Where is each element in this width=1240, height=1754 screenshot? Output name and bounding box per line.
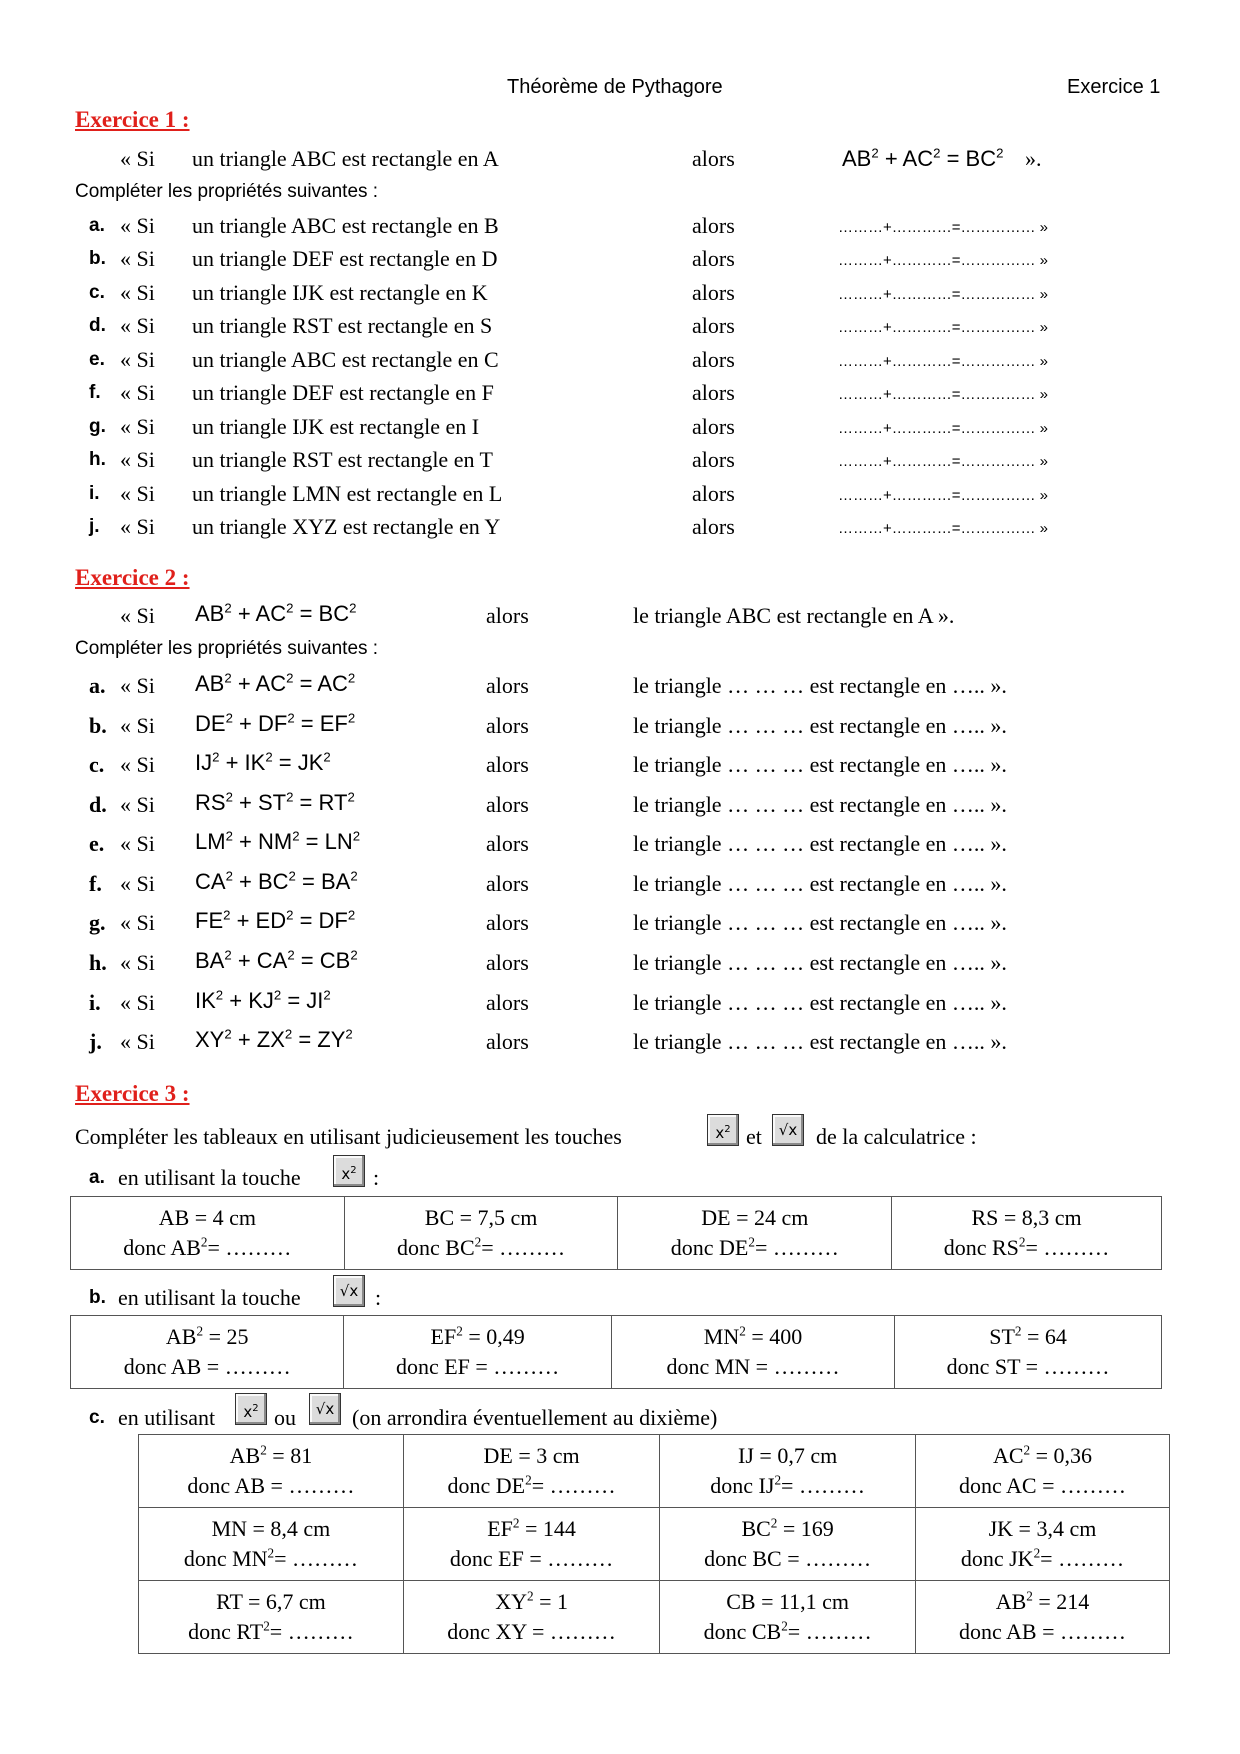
exercise-1-title: Exercice 1 : bbox=[75, 107, 190, 132]
exercise-2-title: Exercice 2 : bbox=[75, 565, 190, 590]
table-cell bbox=[344, 1316, 611, 1389]
formula-term: + BC bbox=[232, 869, 289, 894]
formula-term: FE bbox=[195, 908, 224, 933]
item-alors: alors bbox=[486, 950, 529, 975]
ex1-statement-close: ». bbox=[1025, 146, 1042, 171]
formula-term: + KJ bbox=[223, 988, 274, 1013]
formula-term: AB bbox=[195, 671, 225, 696]
ex3-c-table bbox=[138, 1434, 1170, 1654]
item-label: e. bbox=[89, 831, 105, 856]
cell-question: donc $BC^2=$ ……… bbox=[397, 1234, 566, 1260]
item-si: « Si bbox=[120, 514, 155, 539]
item-formula: $AB^2 + AC^2 = AC^2$ bbox=[195, 670, 356, 696]
item-label: b. bbox=[89, 713, 107, 738]
cell-given: BC = 7,5 cm bbox=[424, 1205, 538, 1230]
cell-question: donc $IJ^2=$ ……… bbox=[710, 1472, 865, 1498]
table-cell bbox=[895, 1316, 1162, 1389]
item-alors: alors bbox=[692, 313, 735, 338]
cell-given-term: ST bbox=[989, 1324, 1015, 1349]
cell-fill: = ……… bbox=[781, 1473, 865, 1498]
item-si: « Si bbox=[120, 347, 155, 372]
item-hypothesis: un triangle RST est rectangle en S bbox=[192, 313, 493, 338]
item-alors: alors bbox=[486, 831, 529, 856]
cell-ask: donc DE bbox=[447, 1473, 526, 1498]
item-alors: alors bbox=[692, 380, 735, 405]
item-label: e. bbox=[89, 349, 105, 370]
item-label: j. bbox=[89, 1029, 102, 1054]
item-alors: alors bbox=[486, 713, 529, 738]
cell-given-term: AB bbox=[165, 1324, 197, 1349]
item-hypothesis: un triangle ABC est rectangle en B bbox=[192, 213, 499, 238]
formula-term: = RT bbox=[293, 790, 348, 815]
item-alors: alors bbox=[692, 280, 735, 305]
table-cell bbox=[403, 1581, 659, 1654]
cell-question: donc EF = ……… bbox=[395, 1354, 560, 1379]
cell-given-term: EF bbox=[430, 1324, 457, 1349]
item-alors: alors bbox=[486, 1029, 529, 1054]
ex2-statement-conclusion: le triangle ABC est rectangle en A ». bbox=[633, 603, 955, 628]
item-si: « Si bbox=[120, 414, 155, 439]
ex2-statement-formula: $AB^2 + AC^2 = BC^2$ bbox=[195, 600, 357, 626]
cell-given: CB = 11,1 cm bbox=[726, 1589, 850, 1614]
cell-question: donc AB = ……… bbox=[958, 1619, 1126, 1644]
cell-ask: donc BC bbox=[397, 1235, 475, 1260]
item-formula: $RS^2 + ST^2 = RT^2$ bbox=[195, 789, 355, 815]
ex3-b-text: en utilisant la touche bbox=[118, 1285, 301, 1310]
cell-ask: donc MN bbox=[183, 1546, 268, 1571]
table-cell bbox=[139, 1435, 404, 1508]
cell-given-term: AC bbox=[992, 1443, 1024, 1468]
item-formula: $BA^2 + CA^2 = CB^2$ bbox=[195, 947, 358, 973]
item-answer-blank: ………+…………=…………… » bbox=[838, 219, 1049, 236]
formula-term: + NM bbox=[232, 829, 293, 854]
cell-question: donc MN = ……… bbox=[666, 1354, 840, 1379]
formula-term: = BA bbox=[295, 869, 351, 894]
cell-given-value: = 144 bbox=[519, 1516, 576, 1541]
cell-question: donc $RS^2=$ ……… bbox=[943, 1234, 1110, 1260]
item-si: « Si bbox=[120, 313, 155, 338]
table-cell bbox=[660, 1581, 916, 1654]
item-formula: $DE^2 + DF^2 = EF^2$ bbox=[195, 710, 356, 736]
formula-term: BA bbox=[195, 948, 225, 973]
ex1-statement-formula: $AB^2 + AC^2 = BC^2$ bbox=[842, 145, 1004, 171]
item-answer-blank: ………+…………=…………… » bbox=[838, 286, 1049, 303]
item-si: « Si bbox=[120, 910, 155, 935]
cell-question: donc XY = ……… bbox=[447, 1619, 616, 1644]
item-alors: alors bbox=[692, 213, 735, 238]
cell-given-value: = 214 bbox=[1032, 1589, 1090, 1614]
cell-given-term: BC bbox=[741, 1516, 771, 1541]
cell-given-value: = 400 bbox=[745, 1324, 803, 1349]
ex3-c-text: en utilisant bbox=[118, 1405, 216, 1430]
item-conclusion: le triangle … … … est rectangle en ….. ». bbox=[633, 1029, 1007, 1054]
item-answer-blank: ………+…………=…………… » bbox=[838, 386, 1049, 403]
cell-given-term: EF bbox=[487, 1516, 513, 1541]
cell-question: donc $JK^2=$ ……… bbox=[960, 1545, 1125, 1571]
ex3-intro-text-b: de la calculatrice : bbox=[816, 1124, 977, 1149]
item-conclusion: le triangle … … … est rectangle en ….. ». bbox=[633, 871, 1007, 896]
cell-fill: = ……… bbox=[274, 1546, 359, 1571]
item-hypothesis: un triangle DEF est rectangle en F bbox=[192, 380, 494, 405]
cell-question: donc AB = ……… bbox=[123, 1354, 291, 1379]
cell-given-term: AB bbox=[995, 1589, 1027, 1614]
cell-question: donc $MN^2=$ ……… bbox=[183, 1545, 359, 1571]
item-label: a. bbox=[89, 215, 105, 236]
formula-term: + AC bbox=[231, 671, 287, 696]
item-alors: alors bbox=[692, 246, 735, 271]
table-cell bbox=[71, 1197, 345, 1270]
exercise-3-title: Exercice 3 : bbox=[75, 1081, 190, 1106]
item-si: « Si bbox=[120, 213, 155, 238]
cell-question: donc $RT^2=$ ……… bbox=[188, 1618, 354, 1644]
ex1-statement-hypothesis: un triangle ABC est rectangle en A bbox=[192, 146, 499, 171]
item-label: a. bbox=[89, 673, 106, 698]
formula-term: + DF bbox=[232, 711, 288, 736]
item-label: f. bbox=[89, 871, 102, 896]
item-formula: $IK^2 + KJ^2 = JI^2$ bbox=[195, 987, 331, 1013]
item-si: « Si bbox=[120, 713, 155, 738]
item-hypothesis: un triangle IJK est rectangle en I bbox=[192, 414, 480, 439]
item-conclusion: le triangle … … … est rectangle en ….. ». bbox=[633, 752, 1007, 777]
item-label: b. bbox=[89, 248, 106, 269]
ex3-a-label: a. bbox=[89, 1167, 105, 1188]
item-label: h. bbox=[89, 449, 106, 470]
table-row bbox=[139, 1508, 1170, 1581]
cell-given: IJ = 0,7 cm bbox=[738, 1443, 838, 1468]
cell-given: $AB^2 = 214$ bbox=[995, 1588, 1090, 1614]
item-si: « Si bbox=[120, 280, 155, 305]
item-conclusion: le triangle … … … est rectangle en ….. ». bbox=[633, 713, 1007, 738]
cell-given-value: = 0,36 bbox=[1030, 1443, 1093, 1468]
formula-term: + CA bbox=[231, 948, 288, 973]
item-conclusion: le triangle … … … est rectangle en ….. ». bbox=[633, 792, 1007, 817]
table-cell bbox=[892, 1197, 1162, 1270]
cell-given-value: = 25 bbox=[203, 1324, 249, 1349]
ex3-a-table bbox=[70, 1196, 1162, 1270]
cell-given: DE = 24 cm bbox=[701, 1205, 809, 1230]
item-si: « Si bbox=[120, 752, 155, 777]
cell-question: donc $DE^2=$ ……… bbox=[670, 1234, 839, 1260]
ex3-c-ou: ou bbox=[274, 1405, 296, 1430]
cell-ask: donc RT bbox=[188, 1619, 264, 1644]
ex3-b-table bbox=[70, 1315, 1162, 1389]
cell-question: donc AC = ……… bbox=[958, 1473, 1126, 1498]
cell-given-value: = 0,49 bbox=[462, 1324, 525, 1349]
item-label: i. bbox=[89, 483, 100, 504]
item-hypothesis: un triangle LMN est rectangle en L bbox=[192, 481, 503, 506]
formula-term: LM bbox=[195, 829, 226, 854]
item-alors: alors bbox=[486, 673, 529, 698]
formula-term: = LN bbox=[299, 829, 353, 854]
table-cell bbox=[618, 1197, 892, 1270]
cell-given: RT = 6,7 cm bbox=[216, 1589, 326, 1614]
item-label: g. bbox=[89, 416, 106, 437]
item-si: « Si bbox=[120, 950, 155, 975]
item-alors: alors bbox=[486, 792, 529, 817]
formula-term: = DF bbox=[293, 908, 348, 933]
item-si: « Si bbox=[120, 481, 155, 506]
cell-fill: = ……… bbox=[531, 1473, 616, 1498]
item-hypothesis: un triangle RST est rectangle en T bbox=[192, 447, 493, 472]
cell-question: donc $DE^2=$ ……… bbox=[447, 1472, 616, 1498]
formula-term: = EF bbox=[294, 711, 348, 736]
ex3-b-label: b. bbox=[89, 1287, 106, 1308]
formula-term: = ZY bbox=[292, 1027, 346, 1052]
formula-term: + ST bbox=[232, 790, 287, 815]
ex3-b-colon: : bbox=[375, 1285, 382, 1310]
ex1-statement-alors: alors bbox=[692, 146, 735, 171]
cell-fill: = ……… bbox=[754, 1235, 839, 1260]
ex3-c-label: c. bbox=[89, 1407, 105, 1428]
formula-term: DE bbox=[195, 711, 226, 736]
cell-question: donc BC = ……… bbox=[704, 1546, 872, 1571]
item-formula: $FE^2 + ED^2 = DF^2$ bbox=[195, 907, 356, 933]
cell-given: JK = 3,4 cm bbox=[988, 1516, 1097, 1541]
item-formula: $XY^2 + ZX^2 = ZY^2$ bbox=[195, 1026, 353, 1052]
cell-given: $ST^2 = 64$ bbox=[989, 1323, 1067, 1349]
ex2-statement-si: « Si bbox=[120, 603, 155, 628]
item-si: « Si bbox=[120, 673, 155, 698]
item-answer-blank: ………+…………=…………… » bbox=[838, 520, 1049, 537]
cell-given-term: MN bbox=[703, 1324, 740, 1349]
item-alors: alors bbox=[486, 990, 529, 1015]
cell-ask: donc AB bbox=[123, 1235, 201, 1260]
formula-term: + IK bbox=[219, 750, 266, 775]
item-answer-blank: ………+…………=…………… » bbox=[838, 420, 1049, 437]
cell-ask: donc JK bbox=[960, 1546, 1034, 1571]
ex2-statement-alors: alors bbox=[486, 603, 529, 628]
cell-fill: = ……… bbox=[207, 1235, 292, 1260]
item-alors: alors bbox=[692, 514, 735, 539]
cell-ask: donc IJ bbox=[710, 1473, 775, 1498]
item-alors: alors bbox=[486, 871, 529, 896]
table-cell bbox=[403, 1508, 659, 1581]
formula-term: = JI bbox=[281, 988, 324, 1013]
cell-given: $AB^2 = 25$ bbox=[165, 1323, 249, 1349]
item-label: d. bbox=[89, 792, 107, 817]
cell-ask: donc DE bbox=[670, 1235, 749, 1260]
table-cell bbox=[915, 1435, 1169, 1508]
formula-term: = AC bbox=[293, 671, 348, 696]
formula-term: = CB bbox=[294, 948, 351, 973]
cell-question: donc $AB^2=$ ……… bbox=[123, 1234, 292, 1260]
ex1-instruction: Compléter les propriétés suivantes : bbox=[75, 181, 379, 202]
square-key-icon: $x^2$ bbox=[235, 1393, 267, 1425]
table-cell bbox=[139, 1581, 404, 1654]
formula-term: XY bbox=[195, 1027, 225, 1052]
formula-term: RS bbox=[195, 790, 226, 815]
item-hypothesis: un triangle IJK est rectangle en K bbox=[192, 280, 488, 305]
item-label: c. bbox=[89, 282, 105, 303]
cell-question: donc $CB^2=$ ……… bbox=[703, 1618, 872, 1644]
cell-given: $BC^2 = 169$ bbox=[741, 1515, 834, 1541]
table-cell bbox=[344, 1197, 618, 1270]
item-si: « Si bbox=[120, 792, 155, 817]
item-alors: alors bbox=[486, 910, 529, 935]
item-si: « Si bbox=[120, 831, 155, 856]
cell-given-term: XY bbox=[495, 1589, 527, 1614]
item-formula: $LM^2 + NM^2 = LN^2$ bbox=[195, 828, 361, 854]
cell-question: donc EF = ……… bbox=[449, 1546, 614, 1571]
item-conclusion: le triangle … … … est rectangle en ….. ». bbox=[633, 831, 1007, 856]
cell-fill: = ……… bbox=[269, 1619, 354, 1644]
page-title: Théorème de Pythagore bbox=[507, 76, 723, 98]
ex1-statement-si: « Si bbox=[120, 146, 155, 171]
cell-given: $EF^2 = 0,49$ bbox=[430, 1323, 525, 1349]
formula-term: = JK bbox=[272, 750, 324, 775]
item-conclusion: le triangle … … … est rectangle en ….. ». bbox=[633, 673, 1007, 698]
item-answer-blank: ………+…………=…………… » bbox=[838, 353, 1049, 370]
table-cell bbox=[660, 1435, 916, 1508]
cell-ask: donc CB bbox=[703, 1619, 782, 1644]
table-cell bbox=[403, 1435, 659, 1508]
item-answer-blank: ………+…………=…………… » bbox=[838, 453, 1049, 470]
cell-given: $AB^2 = 81$ bbox=[229, 1442, 313, 1468]
cell-given-value: = 64 bbox=[1021, 1324, 1067, 1349]
cell-fill: = ……… bbox=[787, 1619, 872, 1644]
cell-question: donc AB = ……… bbox=[187, 1473, 355, 1498]
item-si: « Si bbox=[120, 246, 155, 271]
item-formula: $CA^2 + BC^2 = BA^2$ bbox=[195, 868, 358, 894]
formula-term: + ED bbox=[230, 908, 287, 933]
item-label: g. bbox=[89, 910, 106, 935]
sqrt-key-icon: √x bbox=[333, 1275, 365, 1307]
cell-fill: = ……… bbox=[481, 1235, 566, 1260]
item-si: « Si bbox=[120, 447, 155, 472]
item-conclusion: le triangle … … … est rectangle en ….. ». bbox=[633, 990, 1007, 1015]
item-hypothesis: un triangle ABC est rectangle en C bbox=[192, 347, 499, 372]
item-answer-blank: ………+…………=…………… » bbox=[838, 252, 1049, 269]
item-formula: $IJ^2 + IK^2 = JK^2$ bbox=[195, 749, 331, 775]
item-si: « Si bbox=[120, 1029, 155, 1054]
item-hypothesis: un triangle DEF est rectangle en D bbox=[192, 246, 498, 271]
item-alors: alors bbox=[692, 347, 735, 372]
table-cell bbox=[915, 1581, 1169, 1654]
sqrt-key-icon: √x bbox=[772, 1114, 804, 1146]
formula-term: CA bbox=[195, 869, 226, 894]
item-si: « Si bbox=[120, 990, 155, 1015]
table-row bbox=[139, 1581, 1170, 1654]
square-key-icon: $x^2$ bbox=[333, 1155, 365, 1187]
cell-given-term: AB bbox=[229, 1443, 261, 1468]
cell-given: $AC^2 = 0,36$ bbox=[992, 1442, 1093, 1468]
cell-given: AB = 4 cm bbox=[158, 1205, 257, 1230]
cell-given-value: = 1 bbox=[533, 1589, 568, 1614]
item-label: d. bbox=[89, 315, 106, 336]
ex2-instruction: Compléter les propriétés suivantes : bbox=[75, 638, 379, 659]
cell-given: DE = 3 cm bbox=[483, 1443, 580, 1468]
item-alors: alors bbox=[486, 752, 529, 777]
item-alors: alors bbox=[692, 414, 735, 439]
table-cell bbox=[139, 1508, 404, 1581]
item-conclusion: le triangle … … … est rectangle en ….. ». bbox=[633, 950, 1007, 975]
table-row bbox=[139, 1435, 1170, 1508]
table-cell bbox=[71, 1316, 344, 1389]
item-answer-blank: ………+…………=…………… » bbox=[838, 487, 1049, 504]
table-cell bbox=[611, 1316, 894, 1389]
item-label: i. bbox=[89, 990, 101, 1015]
formula-term: IK bbox=[195, 988, 216, 1013]
table-cell bbox=[915, 1508, 1169, 1581]
table-cell bbox=[660, 1508, 916, 1581]
item-answer-blank: ………+…………=…………… » bbox=[838, 319, 1049, 336]
item-label: j. bbox=[89, 516, 100, 537]
formula-term: IJ bbox=[195, 750, 213, 775]
item-label: f. bbox=[89, 382, 101, 403]
cell-given: $XY^2 = 1$ bbox=[495, 1588, 568, 1614]
page-header-right: Exercice 1 bbox=[1067, 76, 1161, 98]
ex3-intro-text-a: Compléter les tableaux en utilisant judicieusement les touches bbox=[75, 1124, 622, 1149]
ex3-a-colon: : bbox=[373, 1165, 380, 1190]
formula-term: + ZX bbox=[231, 1027, 285, 1052]
cell-given-value: = 169 bbox=[777, 1516, 834, 1541]
item-alors: alors bbox=[692, 447, 735, 472]
item-conclusion: le triangle … … … est rectangle en ….. ». bbox=[633, 910, 1007, 935]
cell-given-value: = 81 bbox=[266, 1443, 313, 1468]
cell-given: RS = 8,3 cm bbox=[971, 1205, 1082, 1230]
ex3-c-note: (on arrondira éventuellement au dixième) bbox=[352, 1405, 718, 1430]
cell-fill: = ……… bbox=[1025, 1235, 1110, 1260]
item-hypothesis: un triangle XYZ est rectangle en Y bbox=[192, 514, 501, 539]
cell-given: $MN^2 = 400$ bbox=[703, 1323, 803, 1349]
ex3-intro-et: et bbox=[746, 1124, 762, 1149]
cell-ask: donc RS bbox=[943, 1235, 1019, 1260]
item-alors: alors bbox=[692, 481, 735, 506]
cell-fill: = ……… bbox=[1040, 1546, 1125, 1571]
square-key-icon: $x^2$ bbox=[707, 1114, 739, 1146]
sqrt-key-icon: √x bbox=[309, 1393, 341, 1425]
cell-given: MN = 8,4 cm bbox=[211, 1516, 331, 1541]
item-label: c. bbox=[89, 752, 105, 777]
cell-given: $EF^2 = 144$ bbox=[487, 1515, 576, 1541]
cell-question: donc ST = ……… bbox=[946, 1354, 1110, 1379]
item-label: h. bbox=[89, 950, 107, 975]
item-si: « Si bbox=[120, 380, 155, 405]
item-si: « Si bbox=[120, 871, 155, 896]
ex3-a-text: en utilisant la touche bbox=[118, 1165, 301, 1190]
